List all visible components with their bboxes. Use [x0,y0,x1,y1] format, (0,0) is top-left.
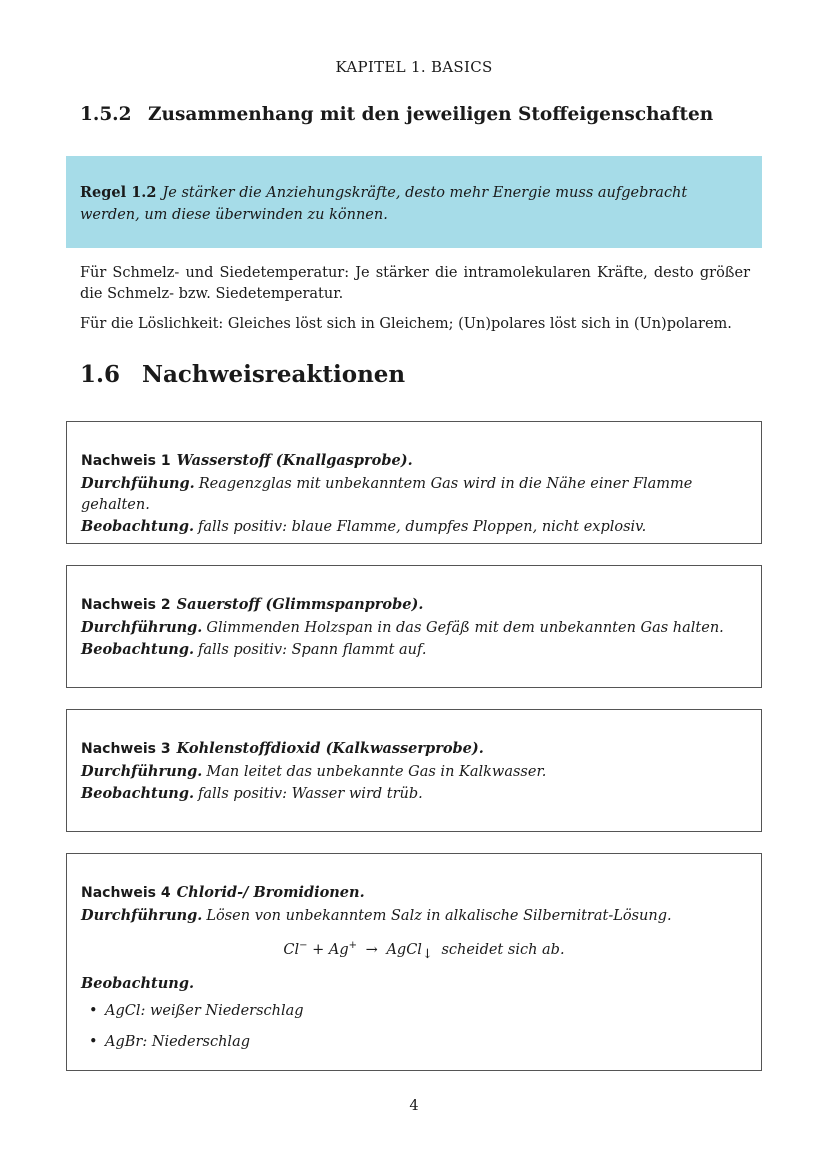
running-head: KAPITEL 1. BASICS [335,58,493,76]
subsection-title: Zusammenhang mit den jeweiligen Stoffeigenschaften [148,104,714,125]
durchfuehrung-text: Glimmenden Holzspan in das Gefäß mit dem unbekannten Gas halten. [206,620,724,636]
nachweis-box-1 [66,421,762,544]
beobachtung-text: falls positiv: blaue Flamme, dumpfes Ploppen, nicht explosiv. [198,519,647,535]
beobachtung-label: Beobachtung. [81,785,195,802]
reaction-suffix: scheidet sich ab. [441,941,565,958]
rule-label: Regel 1.2 [80,184,157,201]
beobachtung-label: Beobachtung. [81,974,195,992]
paragraph-solubility: Für die Löslichkeit: Gleiches löst sich in Gleichem; (Un)polares löst sich in (Un)polarem. [80,316,732,332]
beobachtung-label: Beobachtung. [81,641,195,658]
silver-charge: + [348,940,358,951]
durchfuehrung-text: Reagenzglas mit unbekanntem Gas wird in die Nähe einer Flamme gehalten. [81,476,693,513]
observation-list [81,1001,747,1053]
chloride-charge: − [299,940,308,951]
subsection-heading [80,104,713,125]
durchfuehrung-text: Lösen von unbekanntem Salz in alkalische Silbernitrat-Lösung. [206,908,672,924]
nachweis-label: Nachweis 4 [81,885,171,901]
nachweis-label: Nachweis 3 [81,741,171,757]
nachweis-heading [81,594,747,616]
paragraph-melting: Für Schmelz- und Siedetemperatur: Je stärker die intramolekularen Kräfte, desto größer die Schmelz- bzw. Siedetemperatur. [80,265,750,302]
beobachtung-label: Beobachtung. [81,518,195,535]
nachweis-heading [81,450,747,472]
reaction-equation [81,935,747,965]
durchfuehrung-label: Durchführung. [81,763,203,780]
beobachtung-line [81,783,747,805]
section-title: Nachweisreaktionen [142,361,406,388]
durchfuehrung-text: Man leitet das unbekannte Gas in Kalkwasser. [206,764,547,780]
nachweis-title: Chlorid-/ Bromidionen. [176,884,365,901]
beobachtung-line [81,516,747,538]
rule-box [66,156,762,248]
nachweis-box-3 [66,709,762,832]
beobachtung-line [81,973,747,995]
chloride-ion: Cl [283,941,300,958]
beobachtung-text: falls positiv: Wasser wird trüb. [198,786,423,802]
list-item: • AgCl: weißer Niederschlag [105,1001,747,1022]
nachweis-title: Wasserstoff (Knallgasprobe). [176,452,413,469]
reaction-arrow-icon: → [365,941,378,958]
nachweis-box-2 [66,565,762,688]
precipitate-arrow-icon: ↓ [421,946,433,962]
nachweis-label: Nachweis 2 [81,597,171,613]
nachweis-title: Sauerstoff (Glimmspanprobe). [176,596,424,613]
durchfuehrung-line [81,617,747,639]
nachweis-box-4 [66,853,762,1071]
beobachtung-text: falls positiv: Spann flammt auf. [198,642,427,658]
rule-text: Je stärker die Anziehungskräfte, desto mehr Energie muss aufgebracht werden, um diese überwinden zu können. [80,185,688,223]
section-heading [80,361,405,388]
durchfuehrung-line [81,905,747,927]
subsection-number: 1.5.2 [80,104,132,125]
nachweis-heading [81,738,747,760]
nachweis-title: Kohlenstoffdioxid (Kalkwasserprobe). [176,740,484,757]
list-item: • AgBr: Niederschlag [105,1032,747,1053]
durchfuehrung-label: Durchführung. [81,619,203,636]
durchfuehrung-line [81,761,747,783]
section-number: 1.6 [80,361,121,388]
nachweis-label: Nachweis 1 [81,453,171,469]
silver-ion: + Ag [312,941,349,958]
page-number: 4 [409,1098,419,1114]
product: AgCl [386,941,422,958]
nachweis-heading [81,882,747,904]
beobachtung-line [81,639,747,661]
durchfuehrung-label: Durchführung. [81,907,203,924]
durchfuehrung-label: Durchfühung. [81,475,195,492]
durchfuehrung-line [81,473,747,516]
